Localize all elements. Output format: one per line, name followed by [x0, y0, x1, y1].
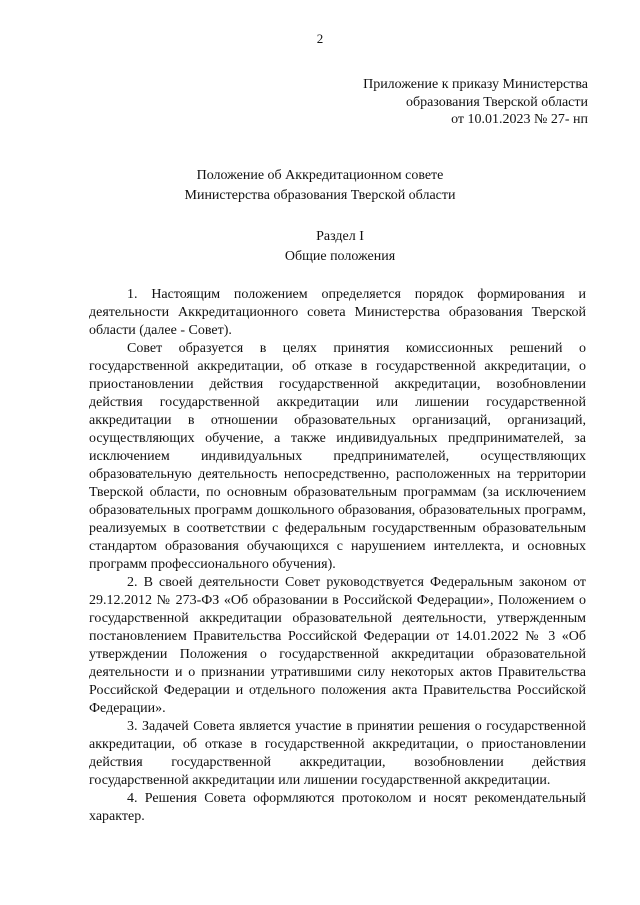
document-title-line-2: Министерства образования Тверской области: [184, 188, 456, 203]
section-heading: [0, 227, 640, 267]
paragraph-4: 3. Задачей Совета является участие в принятии решения о государственной аккредитации, об отказе в государственной аккредитации, о приостановлении действия государственной аккредитации, возобновлении действия государственной аккредитации или лишении государственной аккредитации.: [89, 719, 586, 788]
document-title-line-1: Положение об Аккредитационном совете: [196, 168, 444, 183]
appendix-line-3: от 10.01.2023 № 27- нп: [451, 112, 588, 127]
section-number: Раздел I: [316, 229, 364, 244]
document-body: [89, 286, 586, 826]
appendix-line-1: Приложение к приказу Министерства: [363, 77, 588, 92]
page-number: 2: [316, 31, 324, 46]
appendix-line-2: образования Тверской области: [405, 94, 588, 110]
section-name: Общие положения: [284, 249, 396, 264]
document-title: [0, 166, 640, 206]
paragraph-2: Совет образуется в целях принятия комиссионных решений о государственной аккредитации, об отказе в государственной аккредитации, о приостановлении действия государственной аккредитации, возобновлении действия государственной аккредитации или лишении государственной аккредитации в отношении образовательных организаций, организаций, осуществляющих обучение, а также индивидуальных предпринимателей, за исключением индивидуальных предпринимателей, осуществляющих образовательную деятельность непосредственно, расположенных на территории Тверской области, по основным образовательным программам (за исключением образовательных программ дошкольного образования, образовательных программ, реализуемых в соответствии с федеральным государственным образовательным стандартом образования обучающихся с нарушением интеллекта, и основных программ профессионального обучения).: [89, 341, 586, 572]
paragraph-5: 4. Решения Совета оформляются протоколом и носят рекомендательный характер.: [89, 791, 586, 824]
appendix-header: [363, 76, 588, 129]
paragraph-3: 2. В своей деятельности Совет руководствуется Федеральным законом от 29.12.2012 № 273-ФЗ «Об образовании в Российской Федерации», Положением о государственной аккредитации образовательной деятельности, утвержденным постановлением Правительства Российской Федерации от 14.01.2022 № 3 «Об утверждении Положения о государственной аккредитации образовательной деятельности и о признании утратившими силу некоторых актов Правительства Российской Федерации и отдельного положения акта Правительства Российской Федерации».: [89, 575, 586, 716]
paragraph-1: 1. Настоящим положением определяется порядок формирования и деятельности Аккредитационного совета Министерства образования Тверской области (далее - Совет).: [89, 287, 586, 338]
